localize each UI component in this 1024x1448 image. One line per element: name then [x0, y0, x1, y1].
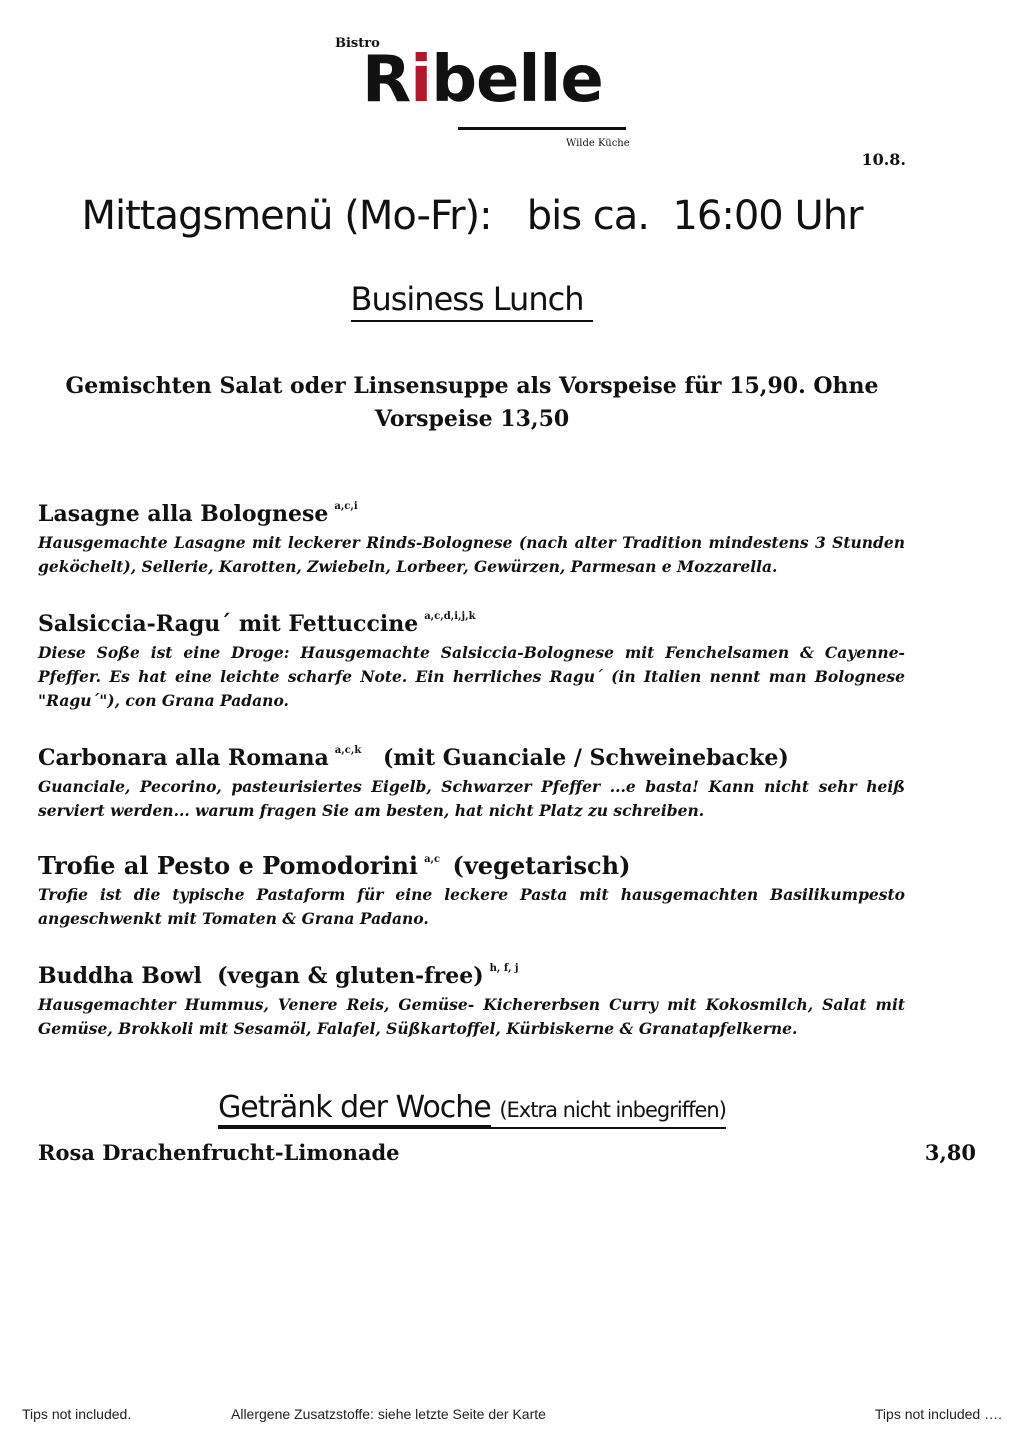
dish-extra: (mit Guanciale / Schweinebacke) — [382, 745, 789, 771]
footer-center: Allergene Zusatzstoffe: siehe letzte Seite der Karte — [231, 1406, 546, 1422]
logo-name-red: i — [410, 43, 432, 117]
dish-title — [38, 845, 905, 881]
dish-item — [38, 845, 905, 931]
dish-title — [38, 602, 905, 639]
dish-name: Buddha Bowl (vegan & gluten-free) — [38, 963, 484, 989]
logo — [362, 43, 603, 117]
dish-description: Trofie ist die typische Pastaform für eine leckere Pasta mit hausgemachten Basilikumpesto angeschwenkt mit Tomaten & Grana Padano. — [38, 885, 905, 928]
logo-name-prefix: R — [362, 43, 411, 117]
lunch-title: Mittagsmenü (Mo-Fr): bis ca. 16:00 Uhr — [81, 193, 863, 239]
dish-allergens: a,c,i — [334, 501, 358, 512]
drink-heading-text: Getränk der Woche — [218, 1090, 491, 1125]
dish-item — [38, 954, 905, 1041]
dish-allergens: a,c — [424, 854, 441, 865]
dish-allergens: a,c,k — [334, 745, 362, 756]
logo-name-suffix: belle — [431, 43, 603, 117]
dish-extra: (vegetarisch) — [452, 851, 631, 880]
dish-name: Trofie al Pesto e Pomodorini — [38, 851, 419, 880]
drink-of-week-heading — [0, 1090, 944, 1129]
drink-name: Rosa Drachenfrucht-Limonade — [38, 1140, 400, 1165]
dish-name: Salsiccia-Ragu´ mit Fettuccine — [38, 611, 419, 637]
logo-underline — [458, 127, 626, 130]
footer-right: Tips not included …. — [874, 1406, 1002, 1422]
drink-heading-note: (Extra nicht inbegriffen) — [499, 1098, 726, 1122]
dish-description: Guanciale, Pecorino, pasteurisiertes Eigelb, Schwarzer Pfeffer ...e basta! Kann nicht sehr heiß serviert werden... warum fragen Sie am besten, hat nicht Platz zu schreiben. — [38, 777, 905, 820]
drink-price: 3,80 — [924, 1140, 976, 1165]
dish-item — [38, 736, 905, 823]
dish-name: Carbonara alla Romana — [38, 745, 329, 771]
dish-item — [38, 492, 905, 579]
dish-name: Lasagne alla Bolognese — [38, 501, 329, 527]
dish-allergens: h, f, j — [489, 963, 519, 974]
dish-item — [38, 602, 905, 713]
dish-description: Diese Soße ist eine Droge: Hausgemachte Salsiccia-Bolognese mit Fenchelsamen & Cayenne-Pfeffer. Es hat eine leichte scharfe Note. Ein herrliches Ragu´ (in Italien nennt man Bolognese "Ragu´"), con Grana Padano. — [38, 643, 905, 710]
dish-title — [38, 492, 905, 529]
dish-title — [38, 954, 905, 991]
dish-allergens: a,c,d,i,j,k — [424, 611, 476, 622]
logo-bistro-text: Bistro — [335, 36, 380, 51]
dish-title — [38, 736, 905, 773]
menu-date: 10.8. — [861, 150, 906, 169]
footer-left: Tips not included. — [22, 1406, 132, 1422]
dish-description: Hausgemachte Lasagne mit leckerer Rinds-Bolognese (nach alter Tradition mindestens 3 Stunden geköchelt), Sellerie, Karotten, Zwiebeln, Lorbeer, Gewürzen, Parmesan e Mozzarella. — [38, 533, 905, 576]
starter-info: Gemischten Salat oder Linsensuppe als Vorspeise für 15,90. Ohne Vorspeise 13,50 — [65, 373, 879, 432]
business-lunch-heading — [0, 280, 944, 322]
logo-tagline: Wilde Küche — [566, 138, 630, 149]
dish-description: Hausgemachter Hummus, Venere Reis, Gemüse- Kichererbsen Curry mit Kokosmilch, Salat mit Gemüse, Brokkoli mit Sesamöl, Falafel, Süßkartoffel, Kürbiskerne & Granatapfelkerne. — [38, 995, 905, 1038]
business-lunch-text: Business Lunch — [351, 280, 594, 322]
